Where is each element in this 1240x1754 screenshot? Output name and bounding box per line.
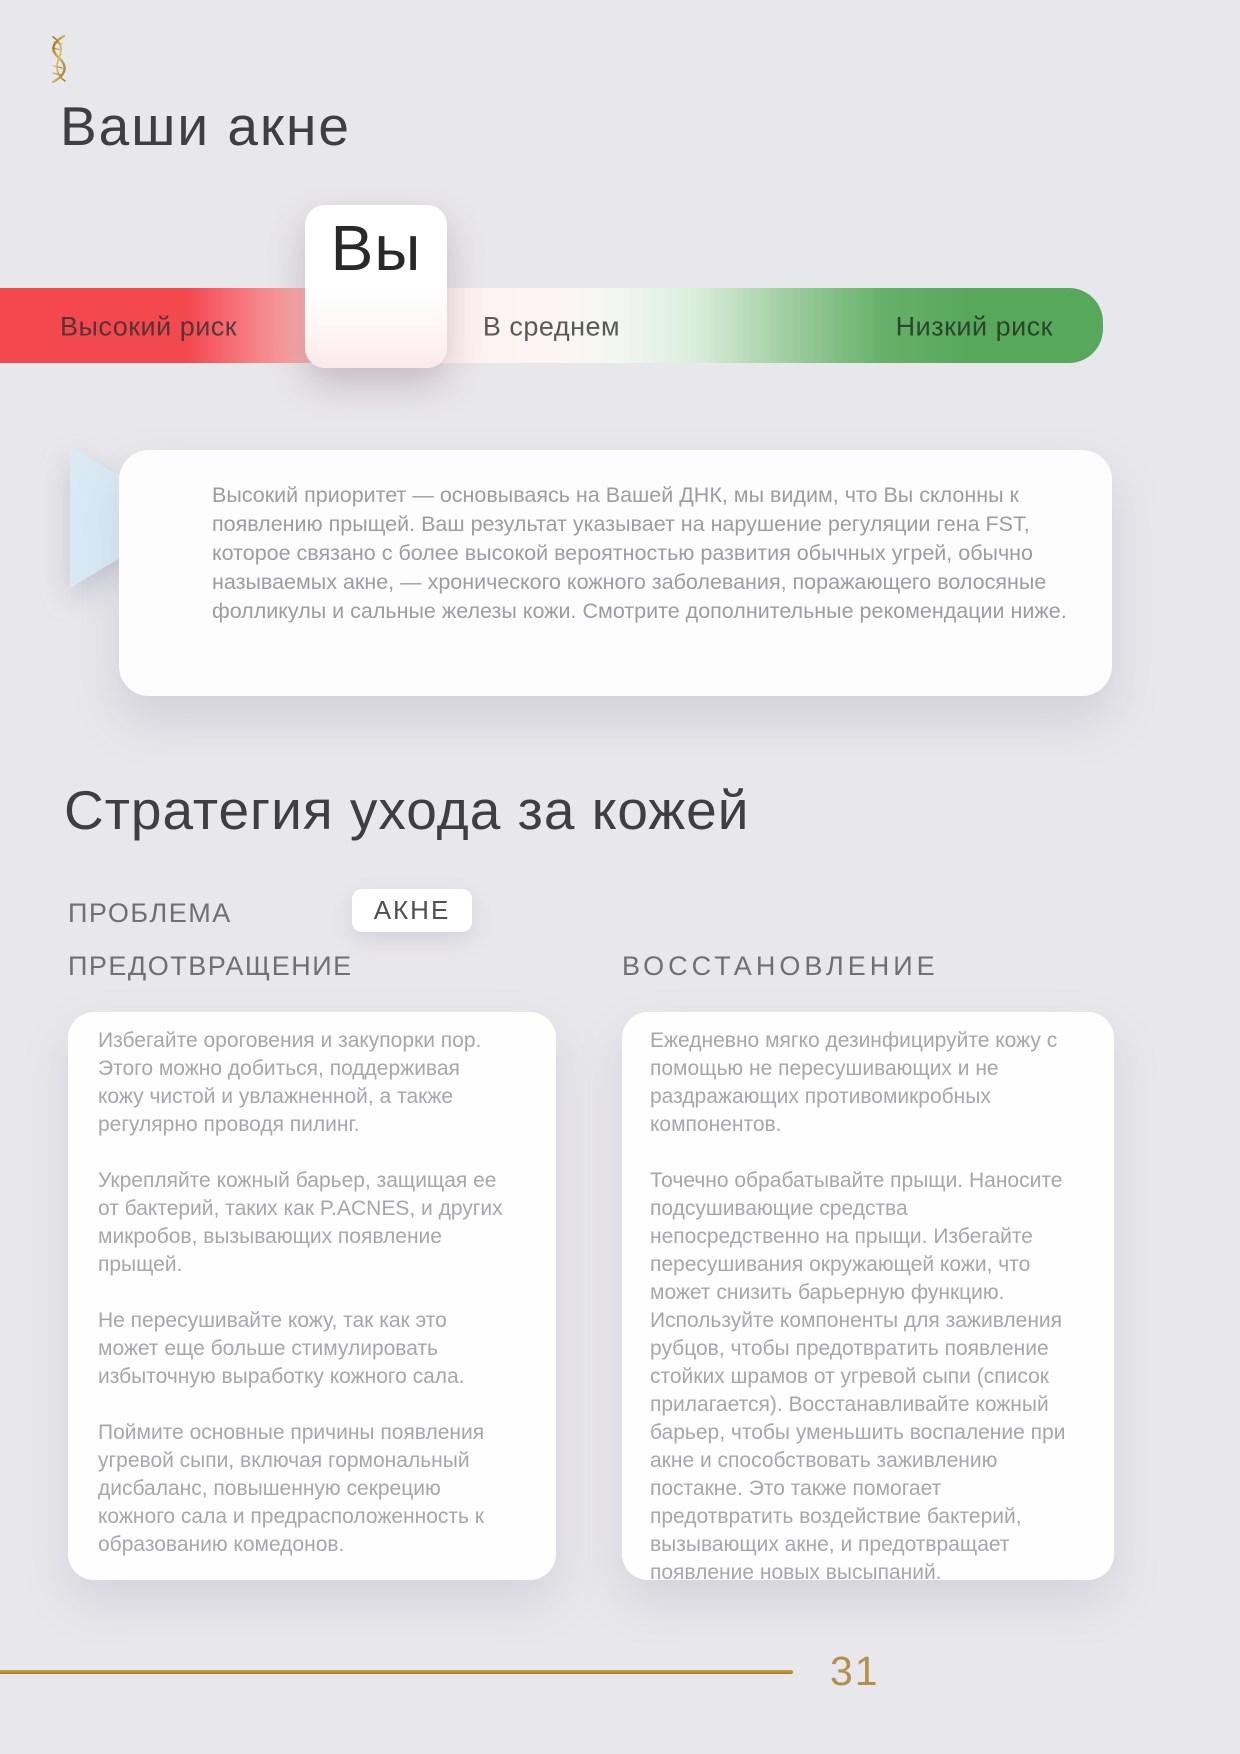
prevention-card (68, 1012, 556, 1580)
risk-label-medium: В среднем (482, 311, 621, 342)
page-title: Ваши акне (60, 95, 352, 157)
recovery-card (622, 1012, 1114, 1584)
prevention-paragraph: Поймите основные причины появления угревой сыпи, включая гормональный дисбаланс, повышенную секрецию кожного сала и предрасположенность к образованию комедонов. (98, 1421, 485, 1556)
recovery-paragraph: Ежедневно мягко дезинфицируйте кожу с помощью не пересушивающих и не раздражающих противомикробных компонентов. (650, 1029, 1058, 1136)
risk-label-low: Низкий риск (895, 311, 1053, 342)
summary-callout-card (119, 450, 1112, 696)
risk-label-high: Высокий риск (60, 311, 238, 342)
problem-value-badge (352, 889, 472, 932)
footer-gold-rule (0, 1670, 793, 1674)
summary-callout-text: Высокий приоритет — основываясь на Вашей ДНК, мы видим, что Вы склонны к появлению прыщей. Ваш результат указывает на нарушение регуляции гена FST, которое связано с более высокой вероятностью развития обычных угрей, обычно называемых акне, — хронического кожного заболевания, поражающего волосяные фолликулы и сальные железы кожи. Смотрите дополнительные рекомендации ниже. (212, 483, 1067, 623)
prevention-paragraph: Укрепляйте кожный барьер, защищая ее от бактерий, таких как P.ACNES, и других микробов, вызывающих появление прыщей. (98, 1169, 503, 1276)
prevention-column-header: ПРЕДОТВРАЩЕНИЕ (68, 951, 353, 981)
problem-value-text: АКНЕ (373, 895, 451, 925)
risk-gradient-bar (0, 288, 1103, 363)
recovery-paragraph: Точечно обрабатывайте прыщи. Наносите подсушивающие средства непосредственно на прыщи. Избегайте пересушивания окружающей кожи, что может снизить барьерную функцию. Используйте компоненты для заживления рубцов, чтобы предотвратить появление стойких шрамов от угревой сыпи (список прилагается). Восстанавливайте кожный барьер, чтобы уменьшить воспаление при акне и способствовать заживлению постакне. Это также помогает предотвратить воздействие бактерий, вызывающих акне, и предотвращает появление новых высыпаний. (650, 1169, 1066, 1584)
prevention-paragraph: Не пересушивайте кожу, так как это может еще больше стимулировать избыточную выработку кожного сала. (98, 1309, 465, 1388)
dna-helix-icon (44, 34, 72, 84)
recovery-column-header: ВОССТАНОВЛЕНИЕ (622, 951, 939, 981)
your-result-marker (305, 205, 447, 368)
strategy-section-title: Стратегия ухода за кожей (64, 779, 750, 841)
page-number: 31 (830, 1648, 880, 1694)
your-result-marker-label: Вы (330, 212, 422, 284)
problem-label: ПРОБЛЕМА (68, 898, 232, 928)
prevention-paragraph: Избегайте ороговения и закупорки пор. Этого можно добиться, поддерживая кожу чистой и увлажненной, а также регулярно проводя пилинг. (98, 1029, 482, 1136)
